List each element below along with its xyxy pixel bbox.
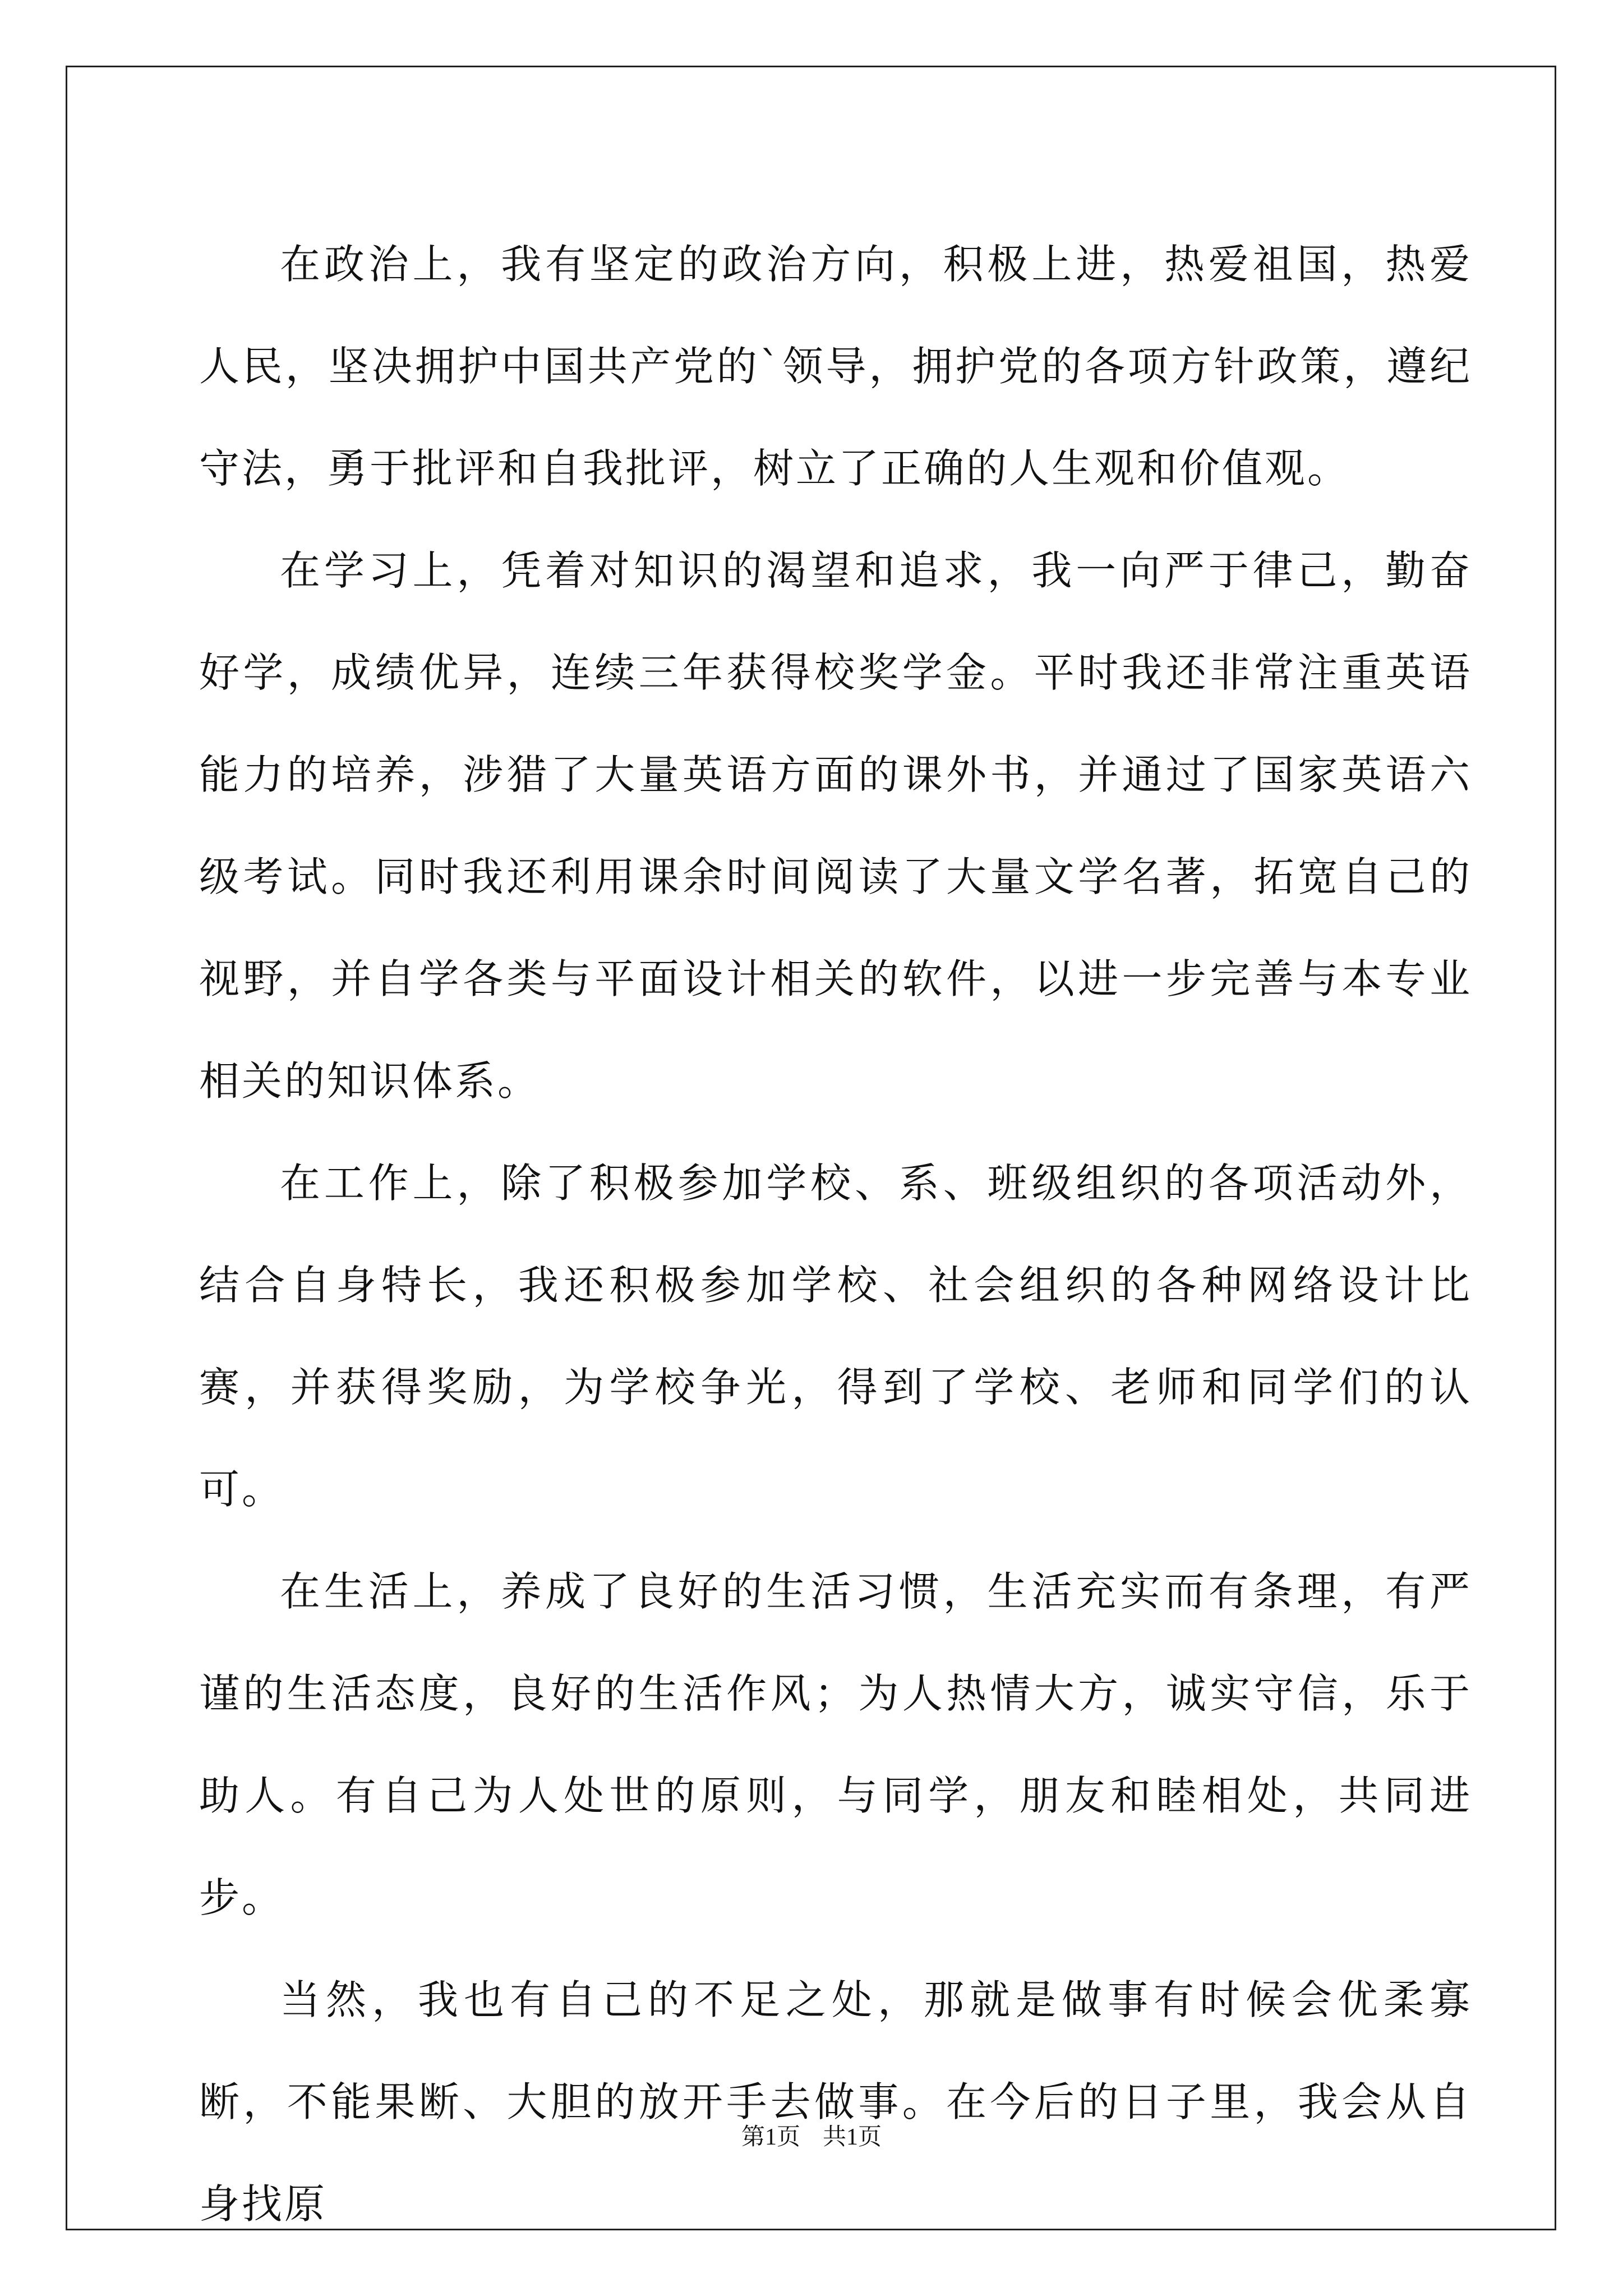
paragraph-shortcomings: 当然，我也有自己的不足之处，那就是做事有时候会优柔寡断，不能果断、大胆的放开手去做事。在今后的日子里，我会从自身找原 [199,1976,1472,2228]
page-footer [0,2120,1623,2154]
document-body [199,213,1472,2255]
paragraph-politics: 在政治上，我有坚定的政治方向，积极上进，热爱祖国，热爱人民，坚决拥护中国共产党的`领导，拥护党的各项方针政策，遵纪守法，勇于批评和自我批评，树立了正确的人生观和价值观。 [199,241,1472,492]
paragraph-study: 在学习上，凭着对知识的渴望和追求，我一向严于律己，勤奋好学，成绩优异，连续三年获得校奖学金。平时我还非常注重英语能力的培养，涉猎了大量英语方面的课外书，并通过了国家英语六级考试。同时我还利用课余时间阅读了大量文学名著，拓宽自己的视野，并自学各类与平面设计相关的软件，以进一步完善与本专业相关的知识体系。 [199,547,1472,1105]
page-total: 共1页 [823,2124,882,2150]
page-number: 第1页 [741,2124,800,2150]
paragraph-life: 在生活上，养成了良好的生活习惯，生活充实而有条理，有严谨的生活态度，良好的生活作风；为人热情大方，诚实守信，乐于助人。有自己为人处世的原则，与同学，朋友和睦相处，共同进步。 [199,1568,1472,1921]
paragraph-work: 在工作上，除了积极参加学校、系、班级组织的各项活动外，结合自身特长，我还积极参加学校、社会组织的各种网络设计比赛，并获得奖励，为学校争光，得到了学校、老师和同学们的认可。 [199,1159,1472,1513]
